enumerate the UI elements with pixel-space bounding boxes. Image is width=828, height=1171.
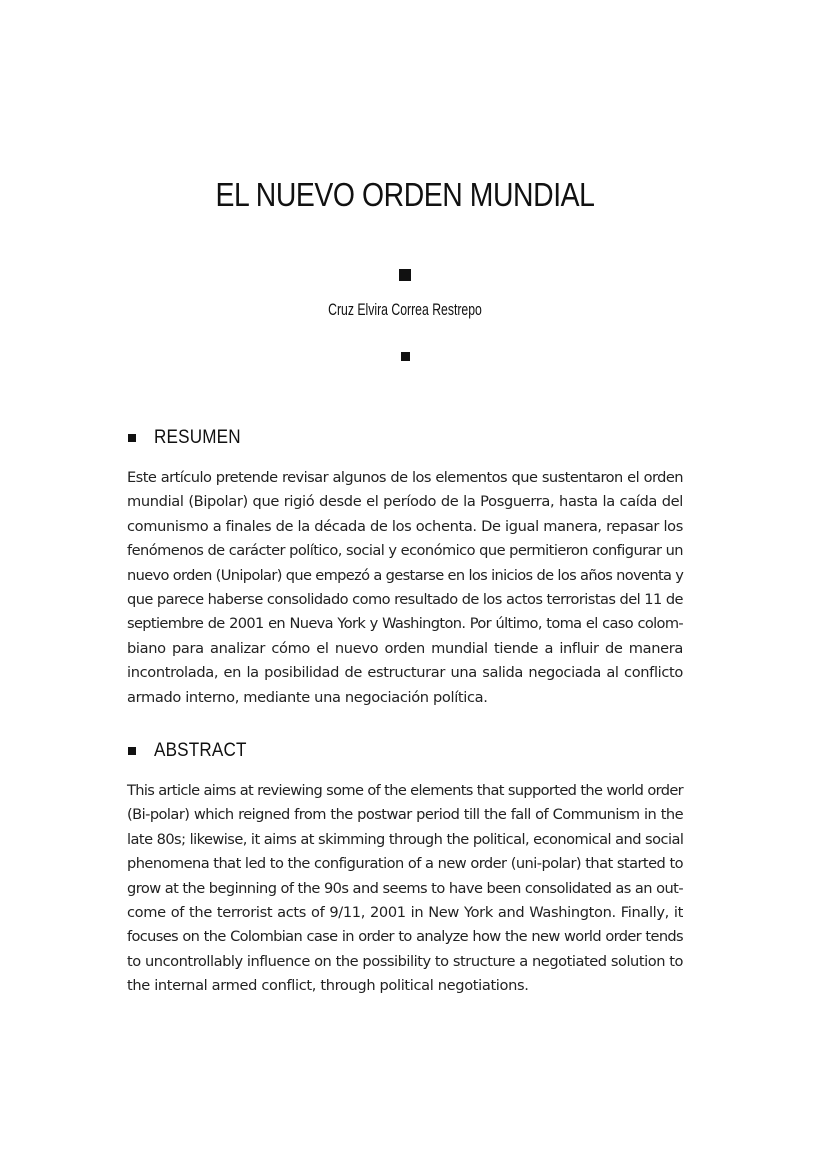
paragraph-line: come of the terrorist acts of 9/11, 2001 in New York and Washington. Finally, it (127, 904, 683, 922)
section-heading-resumen (128, 426, 250, 450)
author-separator-square (401, 352, 410, 361)
paragraph-line: que parece haberse consolidado como resultado de los actos terroristas del 11 de (127, 591, 683, 609)
paragraph-line: focuses on the Colombian case in order to analyze how the new world order tends (127, 928, 683, 946)
resumen-paragraph (127, 466, 683, 710)
paragraph-line: grow at the beginning of the 90s and seems to have been consolidated as an out- (127, 879, 684, 897)
paragraph-line: to uncontrollably influence on the possibility to structure a negotiated solution to (127, 952, 683, 970)
author-name: Cruz Elvira Correa Restrepo (328, 300, 482, 319)
abstract-paragraph (127, 779, 683, 999)
paragraph-line: (Bi-polar) which reigned from the postwar period till the fall of Communism in the (127, 806, 683, 824)
section-heading-abstract (128, 739, 257, 763)
title-separator-square (399, 269, 411, 281)
paragraph-line: incontrolada, en la posibilidad de estructurar una salida negociada al conflicto (127, 664, 683, 682)
paragraph-line: Este artículo pretende revisar algunos de los elementos que sustentaron el orden (127, 469, 683, 486)
paragraph-line: biano para analizar cómo el nuevo orden mundial tiende a influir de manera (127, 639, 683, 657)
paragraph-line: This article aims at reviewing some of the elements that supported the world order (127, 782, 683, 799)
section-heading-label: ABSTRACT (154, 740, 247, 761)
section-heading-label: RESUMEN (154, 427, 241, 448)
paragraph-line: nuevo orden (Unipolar) que empezó a gestarse en los inicios de los años noventa y (127, 566, 684, 584)
page-title: EL NUEVO ORDEN MUNDIAL (215, 176, 595, 213)
square-bullet-icon (128, 434, 136, 442)
paragraph-line: fenómenos de carácter político, social y económico que permitieron configurar un (127, 542, 683, 560)
paragraph-line: septiembre de 2001 en Nueva York y Washington. Por último, toma el caso colom- (127, 615, 683, 633)
paragraph-line: late 80s; likewise, it aims at skimming through the political, economical and social (127, 830, 684, 848)
paragraph-line: armado interno, mediante una negociación política. (127, 688, 488, 706)
paragraph-line: phenomena that led to the configuration of a new order (uni-polar) that started to (127, 855, 683, 873)
paragraph-line: comunismo a finales de la década de los ochenta. De igual manera, repasar los (127, 517, 683, 535)
square-bullet-icon (128, 747, 136, 755)
paragraph-line: mundial (Bipolar) que rigió desde el período de la Posguerra, hasta la caída del (127, 493, 683, 511)
paragraph-line: the internal armed conflict, through political negotiations. (127, 977, 529, 995)
